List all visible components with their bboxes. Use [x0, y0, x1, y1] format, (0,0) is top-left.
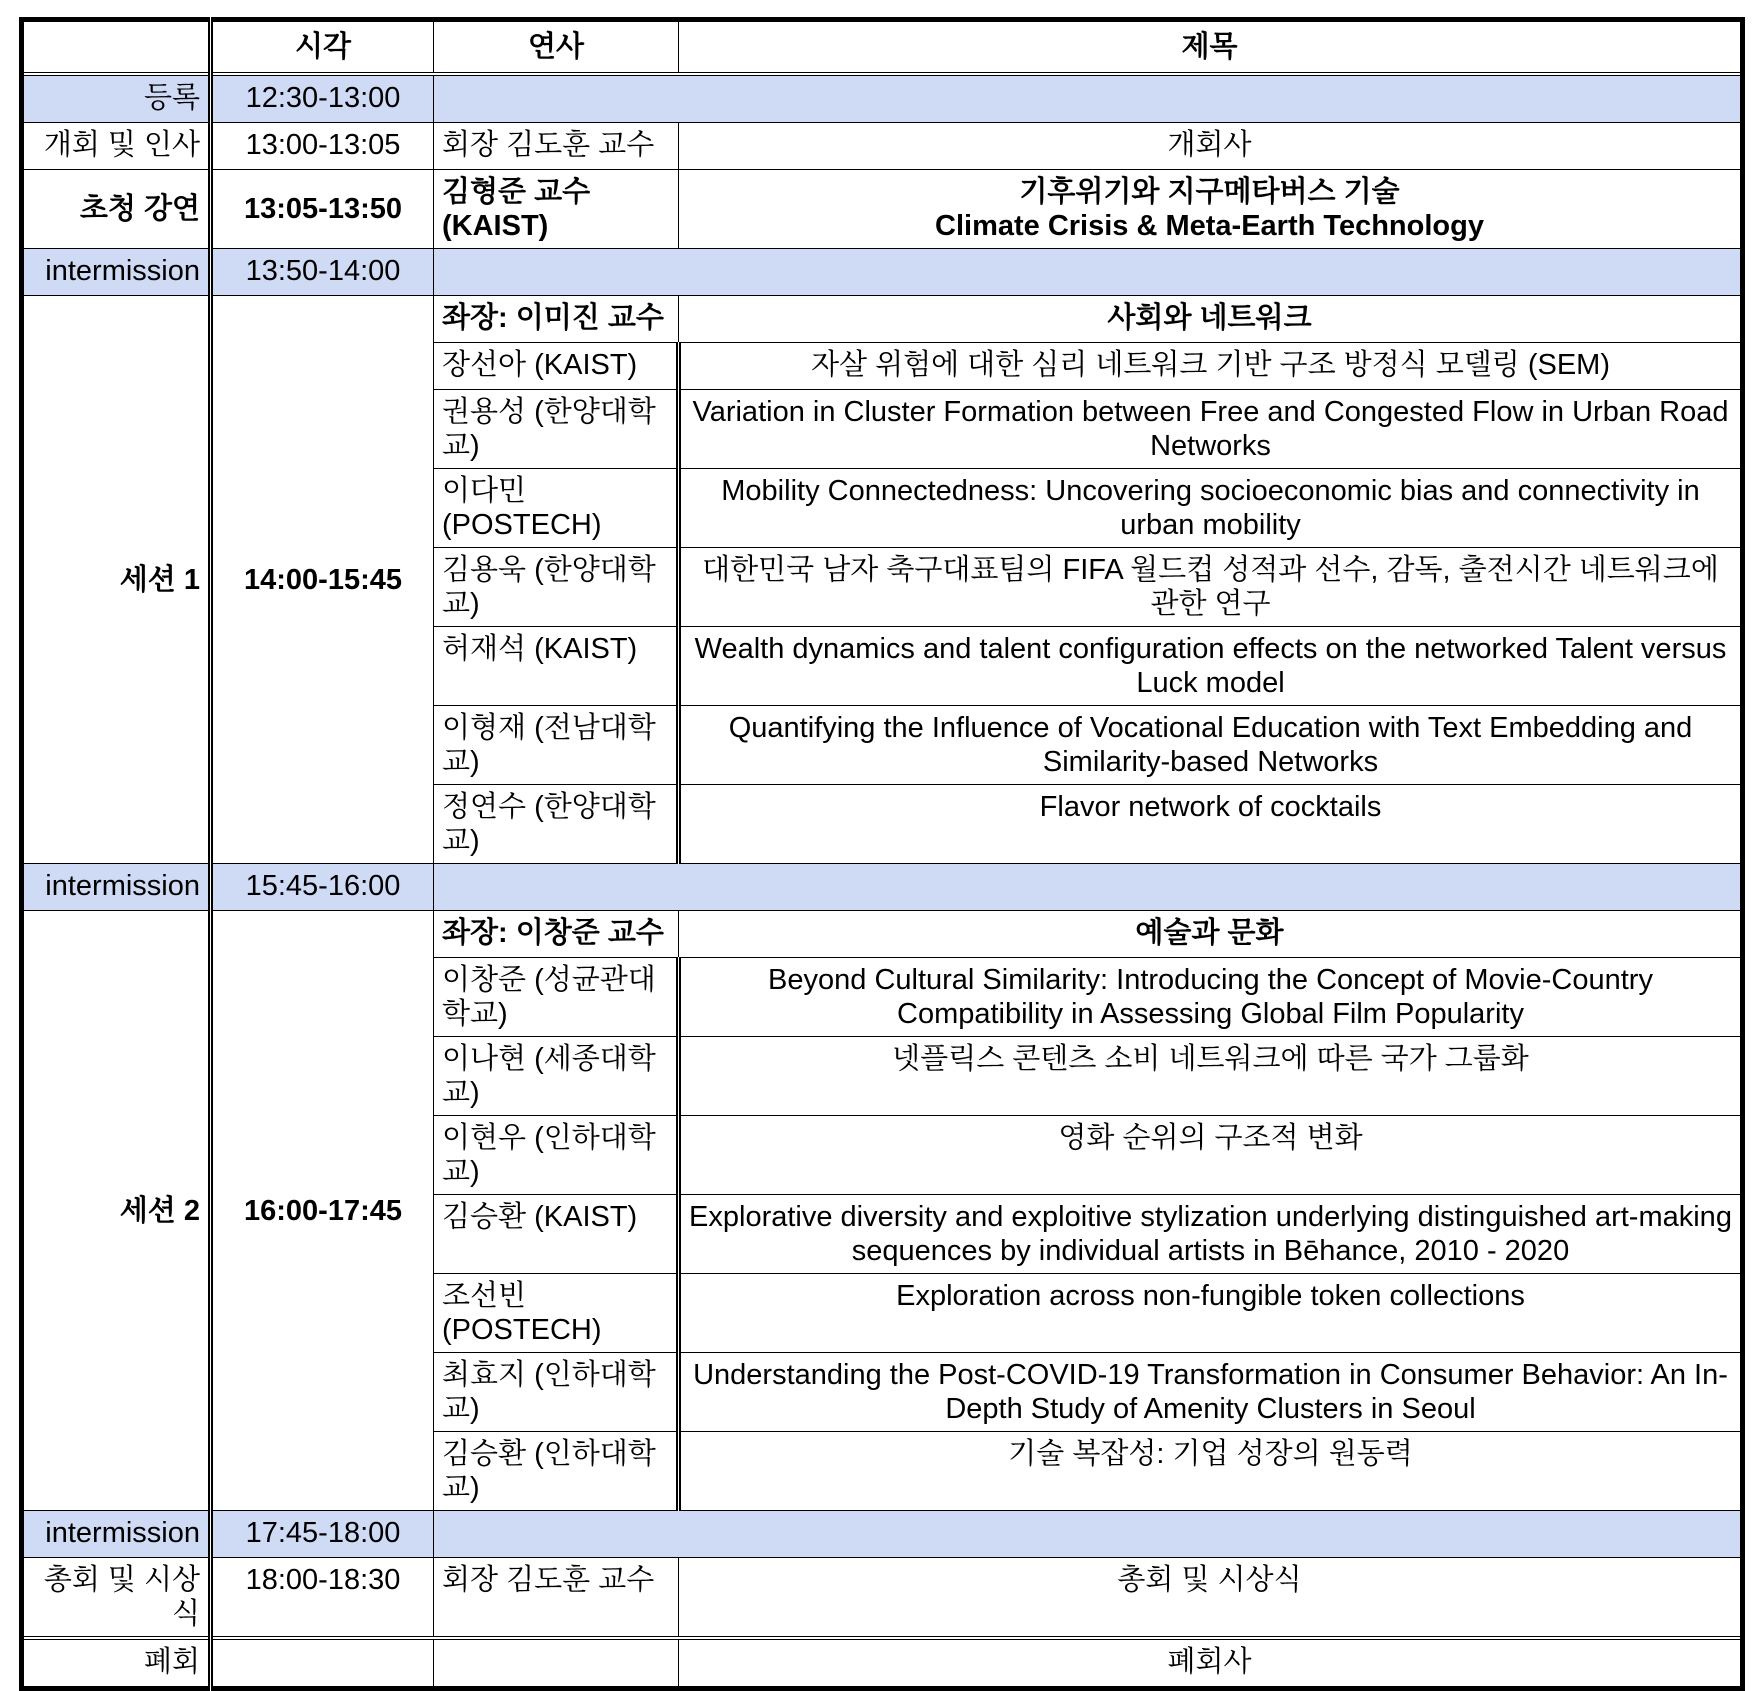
- row-empty: [434, 1511, 1743, 1558]
- opening-row: [22, 123, 1743, 170]
- row-empty: [434, 74, 1743, 123]
- row-empty: [434, 864, 1743, 911]
- session-label: 세션 1: [22, 296, 211, 864]
- talk-speaker: 김용욱 (한양대학교): [434, 548, 679, 627]
- talk-title: 대한민국 남자 축구대표팀의 FIFA 월드컵 성적과 선수, 감독, 출전시간 네트워크에 관한 연구: [679, 548, 1743, 627]
- row-empty: [434, 249, 1743, 296]
- header-row: [22, 20, 1743, 75]
- keynote-title: [679, 170, 1743, 249]
- row-time: 12:30-13:00: [211, 74, 434, 123]
- closing-row: [22, 1638, 1743, 1689]
- row-speaker: [434, 1638, 679, 1689]
- talk-speaker: 장선아 (KAIST): [434, 343, 679, 390]
- talk-title: Flavor network of cocktails: [679, 785, 1743, 864]
- row-time: 13:00-13:05: [211, 123, 434, 170]
- keynote-row: [22, 170, 1743, 249]
- talk-title: 자살 위험에 대한 심리 네트워크 기반 구조 방정식 모델링 (SEM): [679, 343, 1743, 390]
- header-speaker: 연사: [434, 20, 679, 75]
- talk-title: Explorative diversity and exploitive stylization underlying distinguished art-making sequences by individual artists in Bēhance, 2010 - 2020: [679, 1195, 1743, 1274]
- talk-title: Exploration across non-fungible token collections: [679, 1274, 1743, 1353]
- talk-title: Wealth dynamics and talent configuration effects on the networked Talent versus Luck model: [679, 627, 1743, 706]
- talk-speaker: 이다민 (POSTECH): [434, 469, 679, 548]
- row-time: 17:45-18:00: [211, 1511, 434, 1558]
- schedule-table: [19, 17, 1745, 1691]
- row-time: 13:50-14:00: [211, 249, 434, 296]
- talk-title: Variation in Cluster Formation between Free and Congested Flow in Urban Road Networks: [679, 390, 1743, 469]
- row-time: 18:00-18:30: [211, 1558, 434, 1639]
- keynote-title-en: Climate Crisis & Meta-Earth Technology: [935, 210, 1484, 242]
- registration-row: [22, 74, 1743, 123]
- talk-speaker: 최효지 (인하대학교): [434, 1353, 679, 1432]
- session-chair: 좌장: 이창준 교수: [434, 911, 679, 958]
- talk-speaker: 이나현 (세종대학교): [434, 1037, 679, 1116]
- session-time: 16:00-17:45: [211, 911, 434, 1511]
- intermission-row: [22, 1511, 1743, 1558]
- row-label: 총회 및 시상식: [22, 1558, 211, 1639]
- session-theme: 예술과 문화: [679, 911, 1743, 958]
- session-theme: 사회와 네트워크: [679, 296, 1743, 343]
- row-speaker: 김형준 교수 (KAIST): [434, 170, 679, 249]
- row-label: intermission: [22, 864, 211, 911]
- row-label: 개회 및 인사: [22, 123, 211, 170]
- row-label: intermission: [22, 249, 211, 296]
- talk-title: 기술 복잡성: 기업 성장의 원동력: [679, 1432, 1743, 1511]
- session-label: 세션 2: [22, 911, 211, 1511]
- talk-title: Mobility Connectedness: Uncovering socioeconomic bias and connectivity in urban mobility: [679, 469, 1743, 548]
- row-label: 초청 강연: [22, 170, 211, 249]
- row-title: 폐회사: [679, 1638, 1743, 1689]
- row-title: 총회 및 시상식: [679, 1558, 1743, 1639]
- row-speaker: 회장 김도훈 교수: [434, 1558, 679, 1639]
- talk-title: 영화 순위의 구조적 변화: [679, 1116, 1743, 1195]
- intermission-row: [22, 864, 1743, 911]
- talk-title: Beyond Cultural Similarity: Introducing the Concept of Movie-Country Compatibility in Assessing Global Film Popularity: [679, 958, 1743, 1037]
- talk-title: Quantifying the Influence of Vocational Education with Text Embedding and Similarity-based Networks: [679, 706, 1743, 785]
- row-title: 개회사: [679, 123, 1743, 170]
- talk-speaker: 이형재 (전남대학교): [434, 706, 679, 785]
- intermission-row: [22, 249, 1743, 296]
- talk-speaker: 조선빈 (POSTECH): [434, 1274, 679, 1353]
- session-time: 14:00-15:45: [211, 296, 434, 864]
- general-meeting-row: [22, 1558, 1743, 1639]
- row-time: [211, 1638, 434, 1689]
- talk-speaker: 이창준 (성균관대학교): [434, 958, 679, 1037]
- header-title: 제목: [679, 20, 1743, 75]
- keynote-title-ko: 기후위기와 지구메타버스 기술: [1019, 176, 1400, 208]
- talk-speaker: 정연수 (한양대학교): [434, 785, 679, 864]
- session-chair: 좌장: 이미진 교수: [434, 296, 679, 343]
- row-label: intermission: [22, 1511, 211, 1558]
- session-chair-row: [22, 296, 1743, 343]
- talk-speaker: 권용성 (한양대학교): [434, 390, 679, 469]
- header-time: 시각: [211, 20, 434, 75]
- header-blank: [22, 20, 211, 75]
- talk-title: Understanding the Post-COVID-19 Transformation in Consumer Behavior: An In-Depth Study of Amenity Clusters in Seoul: [679, 1353, 1743, 1432]
- row-speaker: 회장 김도훈 교수: [434, 123, 679, 170]
- row-label: 폐회: [22, 1638, 211, 1689]
- talk-speaker: 이현우 (인하대학교): [434, 1116, 679, 1195]
- talk-speaker: 김승환 (인하대학교): [434, 1432, 679, 1511]
- talk-title: 넷플릭스 콘텐츠 소비 네트워크에 따른 국가 그룹화: [679, 1037, 1743, 1116]
- row-label: 등록: [22, 74, 211, 123]
- talk-speaker: 김승환 (KAIST): [434, 1195, 679, 1274]
- row-time: 13:05-13:50: [211, 170, 434, 249]
- row-time: 15:45-16:00: [211, 864, 434, 911]
- session-chair-row: [22, 911, 1743, 958]
- talk-speaker: 허재석 (KAIST): [434, 627, 679, 706]
